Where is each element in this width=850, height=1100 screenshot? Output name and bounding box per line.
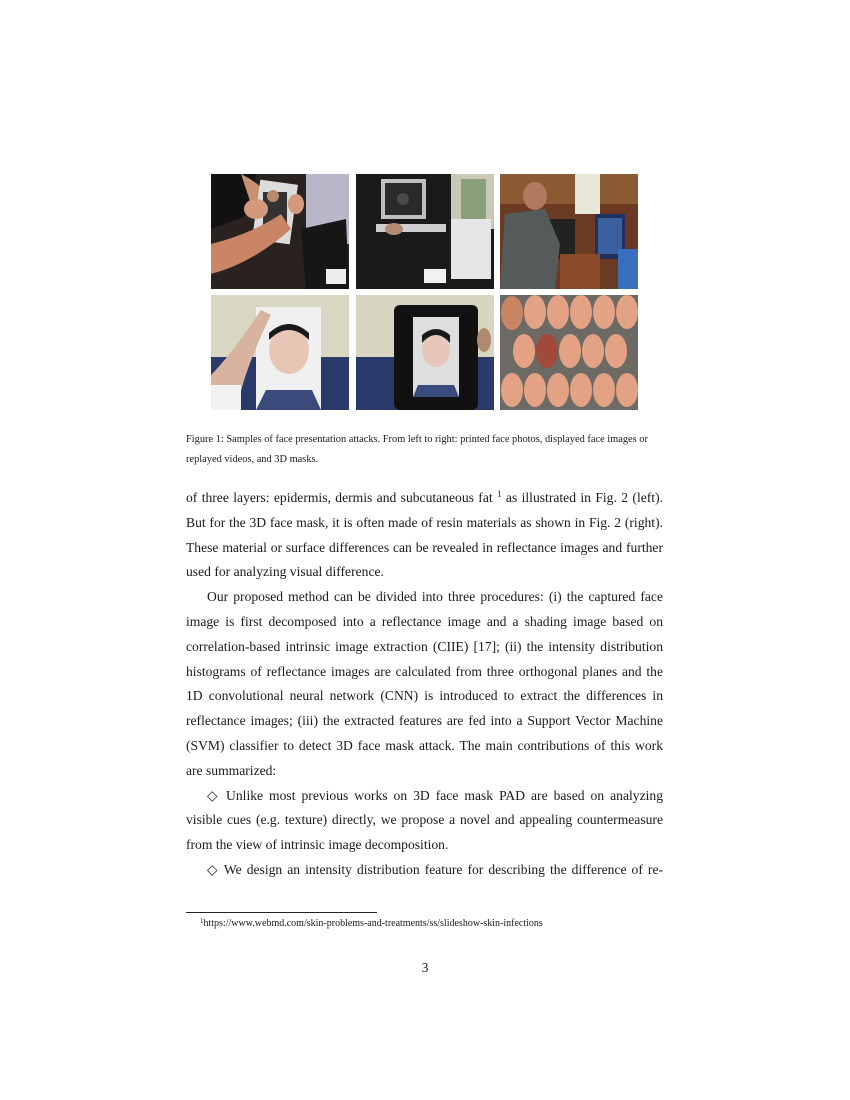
footnote: $^1$https://www.webmd.com/skin-problems-and-treatments/ss/slideshow-skin-infections xyxy=(200,917,543,929)
footnote-marker[interactable]: 1 xyxy=(497,489,502,499)
tablet-display-attack-image xyxy=(356,295,494,410)
footnote-divider xyxy=(186,912,377,913)
contribution-bullet-1: ◇ Unlike most previous works on 3D face mask PAD are based on analyzing visible cues (e.g. texture) directly, we propose a novel and appealing countermeasure from the view of intrinsic image decomposition. xyxy=(186,787,663,853)
figure-1-image-grid xyxy=(211,174,638,410)
replay-laptop-attack-image xyxy=(356,174,494,289)
3d-masks-collection-image xyxy=(500,295,638,410)
figure-1-caption: Figure 1: Samples of face presentation attacks. From left to right: printed face photos, displayed face images or replayed videos, and 3D masks. xyxy=(186,434,648,465)
contribution-bullet-2: ◇ We design an intensity distribution feature for describing the difference of re- xyxy=(207,861,663,877)
footnote-url[interactable]: https://www.webmd.com/skin-problems-and-treatments/ss/slideshow-skin-infections xyxy=(203,918,543,929)
paragraph-proposed-method: Our proposed method can be divided into three procedures: (i) the captured face image is first decomposed into a reflectance image and a shading image based on correlation-based intrinsic image extraction (CIIE) [17]; (ii) the intensity distribution histograms of reflectance images are calculated from three orthogonal planes and the 1D convolutional neural network (CNN) is introduced to extract the differences in reflectance images; (iii) the extracted features are fed into a Support Vector Machine (SVM) classifier to detect 3D face mask attack. The main contributions of this work are summarized: xyxy=(186,589,663,778)
printed-photo-attack-image-2 xyxy=(211,295,349,410)
printed-photo-attack-image-1 xyxy=(211,174,349,289)
3d-mask-attack-demo-image xyxy=(500,174,638,289)
paragraph-skin-layers: of three layers: epidermis, dermis and subcutaneous fat $^1$ as illustrated in Fig. 2 (left). But for the 3D face mask, it is often made of resin materials as shown in Fig. 2 (right). These material or surface differences can be revealed in reflectance images and further used for analyzing visual difference. xyxy=(186,489,664,580)
page-number: 3 xyxy=(421,960,429,975)
body-text xyxy=(186,486,663,883)
